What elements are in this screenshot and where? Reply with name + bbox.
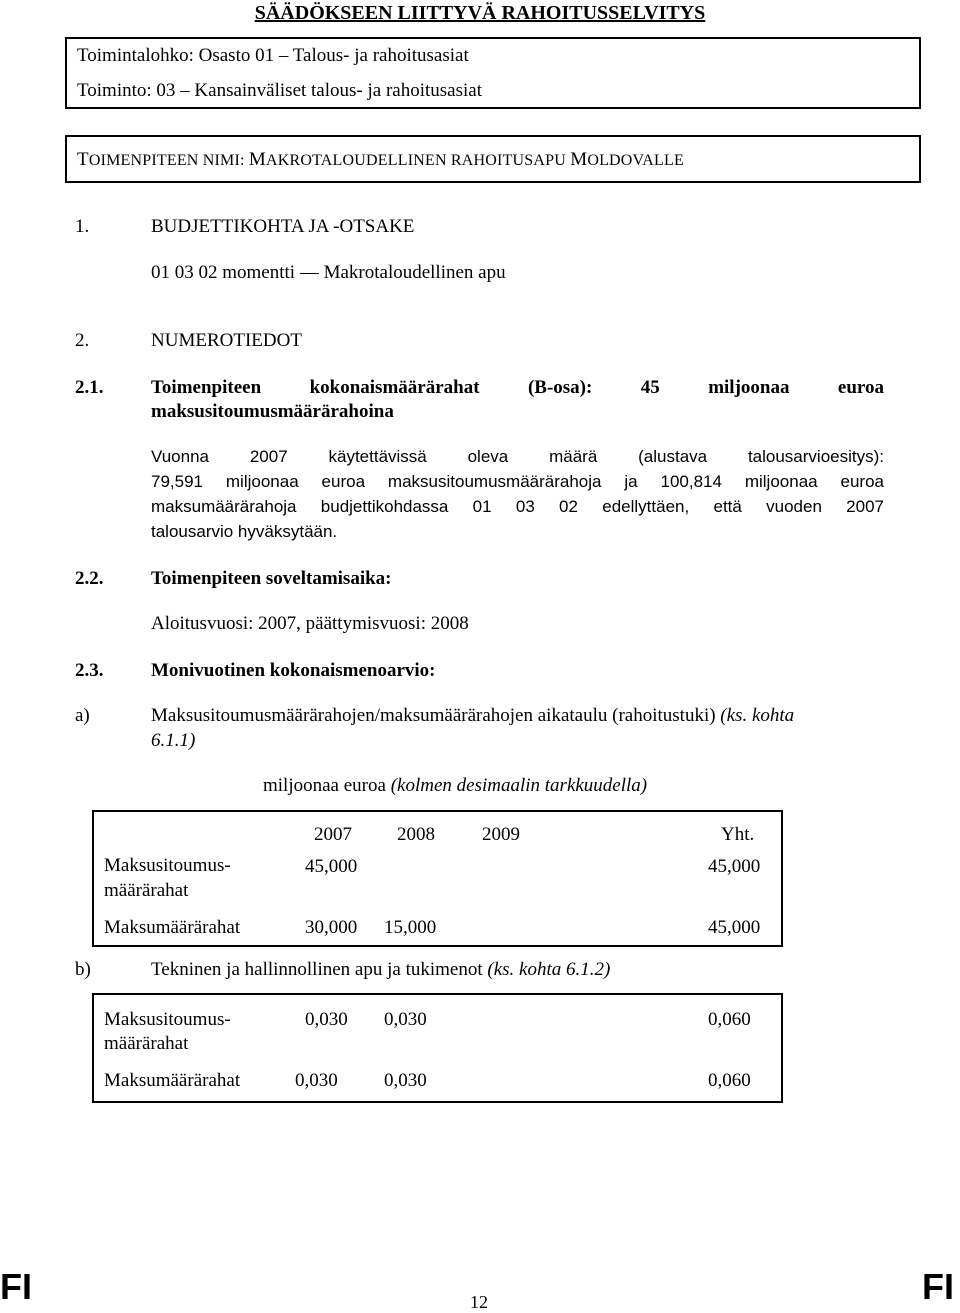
section-2-1-number: 2.1. [75,377,104,398]
activity-line: Toiminto: 03 – Kansainväliset talous- ja rahoitusasiat [77,80,482,101]
action-name: TOIMENPITEEN NIMI: MAKROTALOUDELLINEN RAHOITUSAPU MOLDOVALLE [77,149,684,170]
col-header-total: Yht. [721,824,755,845]
units-note: miljoonaa euroa (kolmen desimaalin tarkkuudella) [263,775,648,796]
action-name-box [65,135,921,183]
section-2-2-number: 2.2. [75,568,104,589]
row-label: Maksumäärärahat [104,1070,241,1091]
cell-total: 0,060 [708,1009,751,1030]
item-a-text-cont: 6.1.1) [151,730,196,751]
row-label-cont: määrärahat [104,880,189,901]
section-2-heading: NUMEROTIEDOT [151,330,302,351]
row-label: Maksusitoumus- [104,855,231,876]
cell-2007: 0,030 [305,1009,348,1030]
row-label: Maksumäärärahat [104,917,241,938]
appropriations-schedule-table [92,810,783,947]
availability-para-line3: maksumäärärahoja budjettikohdassa 01 03 02 edellyttäen, että vuoden 2007 [151,497,884,516]
item-b-text: Tekninen ja hallinnollinen apu ja tukimenot (ks. kohta 6.1.2) [151,959,611,980]
section-2-number: 2. [75,330,90,351]
col-header-2008: 2008 [397,824,435,845]
section-2-1-heading-line1: Toimenpiteen kokonaismäärärahat (B-osa): 45 miljoonaa euroa [151,377,884,398]
section-2-1-heading-line2: maksusitoumusmäärärahoina [151,401,394,422]
availability-para-line4: talousarvio hyväksytään. [151,522,338,541]
budget-item-line: 01 03 02 momentti — Makrotaloudellinen apu [151,262,506,283]
document-title: SÄÄDÖKSEEN LIITTYVÄ RAHOITUSSELVITYS [254,2,706,24]
cell-total: 0,060 [708,1070,751,1091]
item-a-letter: a) [75,705,90,726]
item-a-text: Maksusitoumusmäärärahojen/maksumäärärahojen aikataulu (rahoitustuki) (ks. kohta [151,705,795,726]
cell-total: 45,000 [708,856,761,877]
cell-2008: 0,030 [384,1070,427,1091]
section-2-3-heading: Monivuotinen kokonaismenoarvio: [151,660,436,681]
section-1-number: 1. [75,216,90,237]
item-b-letter: b) [75,959,91,980]
technical-support-table [92,993,783,1103]
cell-2007: 30,000 [305,917,358,938]
row-label-cont: määrärahat [104,1033,189,1054]
col-header-2009: 2009 [482,824,520,845]
duration-line: Aloitusvuosi: 2007, päättymisvuosi: 2008 [151,613,469,634]
cell-2008: 0,030 [384,1009,427,1030]
section-2-3-number: 2.3. [75,660,104,681]
footer-language-right: FI [922,1266,954,1307]
page-number: 12 [470,1292,488,1312]
availability-para-line2: 79,591 miljoonaa euroa maksusitoumusmäärärahoja ja 100,814 miljoonaa euroa [151,472,884,491]
section-2-2-heading: Toimenpiteen soveltamisaika: [151,568,392,589]
cell-2007: 45,000 [305,856,358,877]
cell-total: 45,000 [708,917,761,938]
policy-area-line: Toimintalohko: Osasto 01 – Talous- ja rahoitusasiat [77,45,469,66]
col-header-2007: 2007 [314,824,352,845]
row-label: Maksusitoumus- [104,1009,231,1030]
cell-2008: 15,000 [384,917,437,938]
cell-2007: 0,030 [295,1070,338,1091]
availability-para-line1: Vuonna 2007 käytettävissä oleva määrä (alustava talousarvioesitys): [151,447,884,466]
activity-info-box [65,37,921,109]
section-1-heading: BUDJETTIKOHTA JA -OTSAKE [151,216,415,237]
footer-language-left: FI [0,1266,32,1307]
